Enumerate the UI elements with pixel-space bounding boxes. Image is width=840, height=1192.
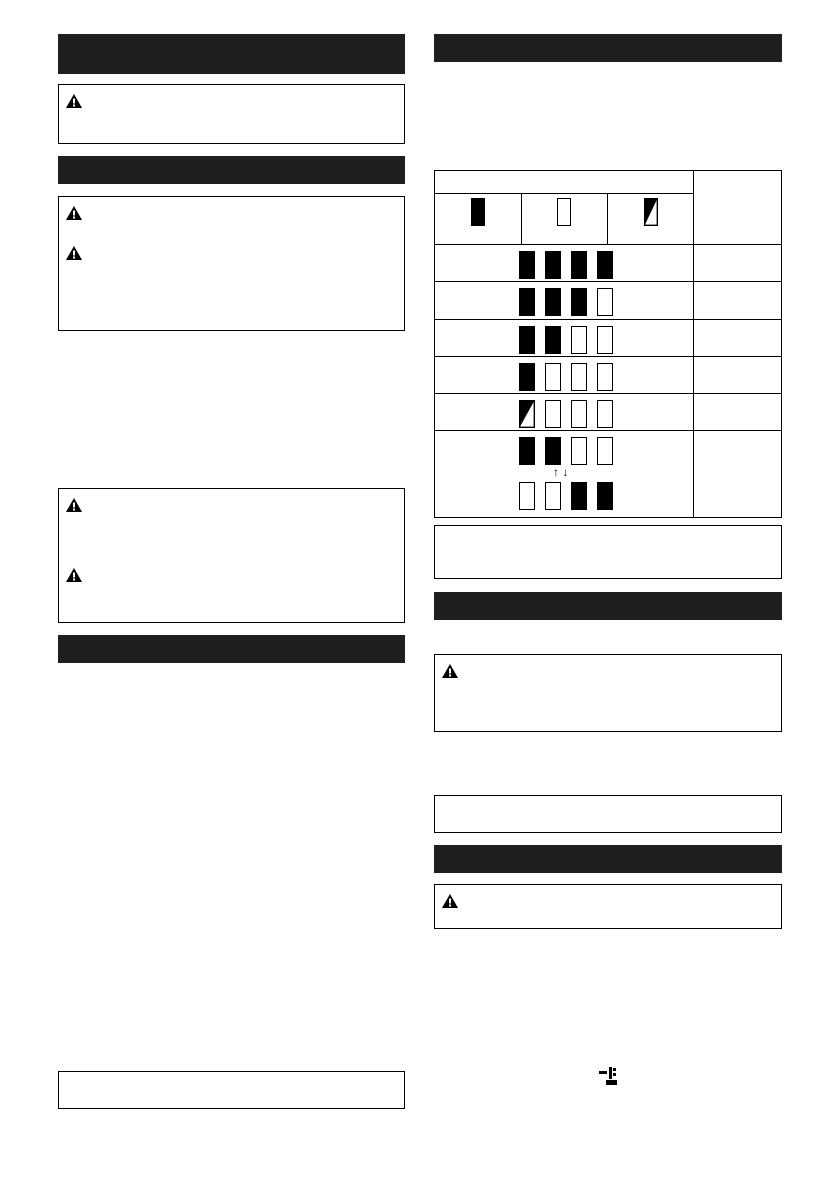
note-box-1 xyxy=(58,1071,405,1109)
alternating-arrows: ↑ ↓ xyxy=(553,465,569,479)
segment-lit-icon xyxy=(571,251,587,279)
segment-lit-icon xyxy=(597,251,613,279)
warning-triangle-icon xyxy=(441,663,459,679)
segment-lit-icon xyxy=(545,251,561,279)
section-header-bar-1 xyxy=(58,34,405,74)
warning-triangle-icon xyxy=(65,93,83,109)
note-box-2 xyxy=(434,525,782,579)
segment-lit-icon xyxy=(519,288,535,316)
segment-off-icon xyxy=(571,437,587,465)
segment-lit-icon xyxy=(519,437,535,465)
warning-box-4 xyxy=(434,654,782,732)
segment-off-icon xyxy=(597,437,613,465)
segment-lit-icon xyxy=(597,482,613,510)
section-header-bar-2 xyxy=(58,156,405,184)
segment-blinking-icon xyxy=(519,400,535,428)
warning-triangle-icon xyxy=(65,205,83,221)
segment-lit-icon xyxy=(519,363,535,391)
segment-lit-icon xyxy=(545,288,561,316)
segment-off-icon xyxy=(545,400,561,428)
segment-lit-icon xyxy=(545,437,561,465)
warning-triangle-icon xyxy=(65,567,83,583)
segment-off-icon xyxy=(597,326,613,354)
lock-switch-icon xyxy=(598,1065,620,1087)
note-box-3 xyxy=(434,795,782,833)
section-header-bar-5 xyxy=(434,592,782,620)
segment-off-icon xyxy=(571,363,587,391)
warning-triangle-icon xyxy=(65,245,83,261)
segment-lit-icon xyxy=(571,482,587,510)
warning-triangle-icon xyxy=(441,893,459,909)
section-header-bar-6 xyxy=(434,845,782,873)
indicator-table xyxy=(434,170,782,518)
segment-lit-icon xyxy=(519,251,535,279)
warning-box-2 xyxy=(58,196,405,331)
segment-off-icon xyxy=(519,482,535,510)
table-col-divider xyxy=(693,171,694,517)
segment-off-icon xyxy=(545,482,561,510)
section-header-bar-3 xyxy=(58,635,405,663)
segment-off-icon xyxy=(597,363,613,391)
segment-lit-icon xyxy=(519,326,535,354)
segment-lit-icon xyxy=(571,288,587,316)
section-header-bar-4 xyxy=(434,34,782,62)
warning-box-5 xyxy=(434,884,782,929)
warning-box-1 xyxy=(58,84,405,144)
segment-off-icon xyxy=(597,288,613,316)
segment-off-icon xyxy=(545,363,561,391)
warning-box-3 xyxy=(58,488,405,623)
segment-off-icon xyxy=(571,326,587,354)
warning-triangle-icon xyxy=(65,497,83,513)
segment-off-icon xyxy=(597,400,613,428)
segment-lit-icon xyxy=(545,326,561,354)
segment-off-icon xyxy=(571,400,587,428)
